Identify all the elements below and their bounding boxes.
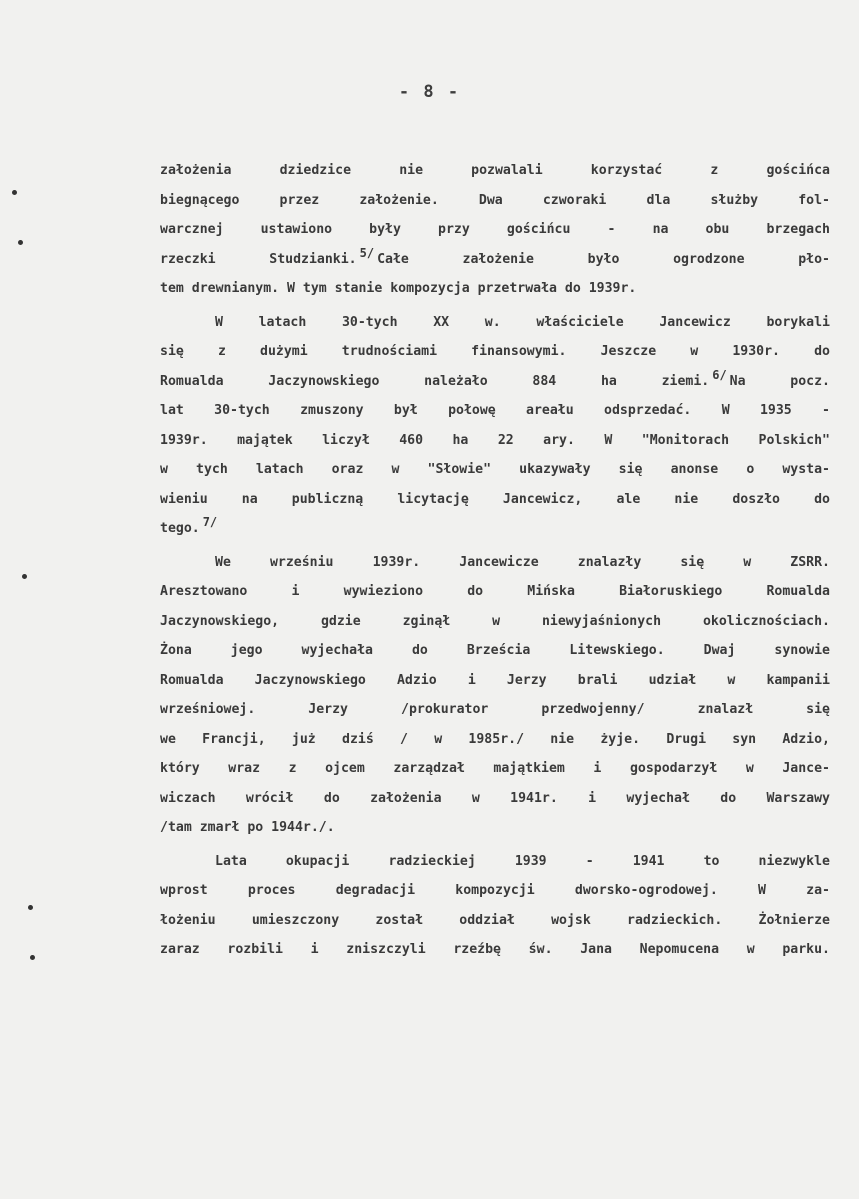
text-line: biegnącego przez założenie. Dwa czworaki dla służby fol-: [160, 192, 830, 208]
margin-mark: [30, 955, 35, 960]
text-line: Jaczynowskiego, gdzie zginął w niewyjaśnionych okolicznościach.: [160, 613, 830, 629]
margin-mark: [28, 905, 33, 910]
line-text: rzeczki Studzianki.: [160, 251, 357, 267]
text-line: We wrześniu 1939r. Jancewicze znalazły się w ZSRR.: [215, 554, 830, 570]
text-line: założenia dziedzice nie pozwalali korzystać z gościńca: [160, 163, 830, 178]
text-line: [160, 367, 830, 397]
body-text: [160, 156, 830, 969]
text-line: w tych latach oraz w "Słowie" ukazywały się anonse o wysta-: [160, 462, 830, 477]
paragraph: [160, 847, 830, 965]
footnote-ref: 7/: [202, 515, 218, 529]
text-line: wiczach wrócił do założenia w 1941r. i wyjechał do Warszawy: [160, 790, 830, 806]
text-line: Lata okupacji radzieckiej 1939 - 1941 to niezwykle: [215, 853, 830, 869]
margin-mark: [22, 574, 27, 579]
text-line: wieniu na publiczną licytację Jancewicz, ale nie doszło do: [160, 491, 830, 507]
paragraph: [160, 548, 830, 843]
text-line: łożeniu umieszczony został oddział wojsk radzieckich. Żołnierze: [160, 912, 830, 928]
margin-mark: [18, 240, 23, 245]
text-line: zaraz rozbili i zniszczyli rzeźbę św. Jana Nepomucena w parku.: [160, 942, 830, 957]
text-line: tem drewnianym. W tym stanie kompozycja przetrwała do 1939r.: [160, 281, 637, 296]
text-line: się z dużymi trudnościami finansowymi. Jeszcze w 1930r. do: [160, 344, 830, 359]
text-line: [160, 514, 830, 544]
line-text: Romualda Jaczynowskiego należało 884 ha ziemi.: [160, 373, 710, 389]
text-line: wrześniowej. Jerzy /prokurator przedwojenny/ znalazł się: [160, 702, 830, 717]
margin-mark: [12, 190, 17, 195]
text-line: we Francji, już dziś / w 1985r./ nie żyje. Drugi syn Adzio,: [160, 731, 830, 747]
text-line: Żona jego wyjechała do Brześcia Litewskiego. Dwaj synowie: [160, 643, 830, 658]
text-line: warcznej ustawiono były przy gościńcu - na obu brzegach: [160, 222, 830, 237]
text-line: /tam zmarł po 1944r./.: [160, 820, 335, 835]
footnote-ref: 5/: [359, 245, 375, 260]
text-line: 1939r. majątek liczył 460 ha 22 ary. W "Monitorach Polskich": [160, 432, 830, 448]
text-line: Romualda Jaczynowskiego Adzio i Jerzy brali udział w kampanii: [160, 672, 830, 688]
text-line: [160, 245, 830, 275]
text-line: W latach 30-tych XX w. właściciele Jancewicz borykali: [215, 314, 830, 330]
text-line: który wraz z ojcem zarządzał majątkiem i gospodarzył w Jance-: [160, 761, 830, 776]
text-line: lat 30-tych zmuszony był połowę areału odsprzedać. W 1935 -: [160, 403, 830, 418]
line-text: tego.: [160, 521, 200, 536]
line-text: Całe założenie było ogrodzone pło-: [377, 251, 830, 267]
paragraph: [160, 156, 830, 304]
footnote-ref: 6/: [712, 367, 727, 382]
page-number: - 8 -: [398, 82, 461, 102]
text-line: wprost proces degradacji kompozycji dworsko-ogrodowej. W za-: [160, 883, 830, 898]
line-text: Na pocz.: [729, 373, 830, 389]
paragraph: [160, 308, 830, 544]
text-line: Aresztowano i wywieziono do Mińska Białoruskiego Romualda: [160, 584, 830, 599]
